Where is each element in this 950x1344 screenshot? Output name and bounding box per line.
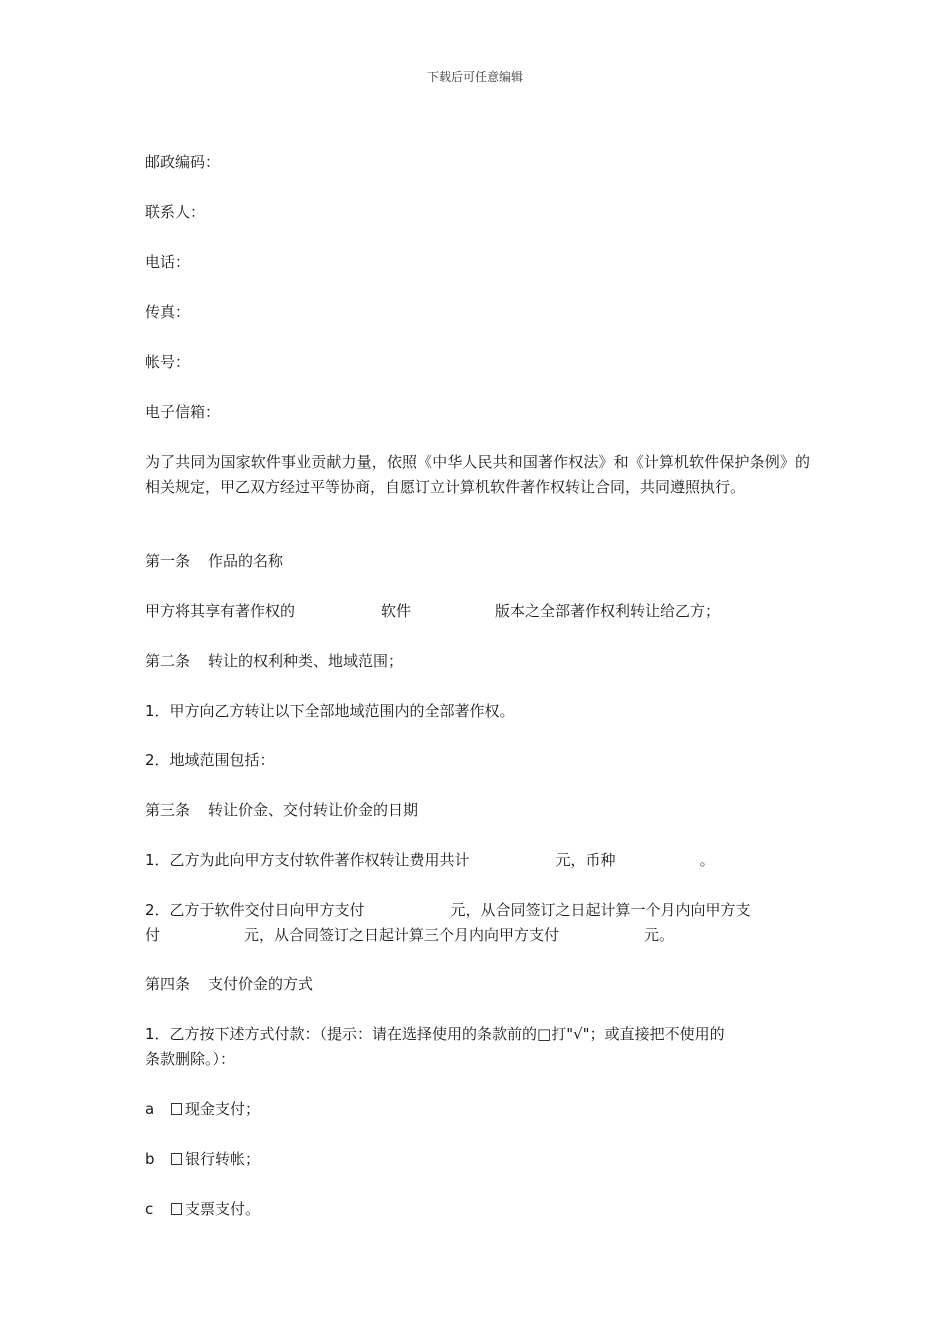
article-title: 转让的权利种类、地域范围； (208, 652, 404, 670)
text-segment: 元。 (644, 926, 675, 944)
article-2-heading (145, 649, 810, 674)
article-3-heading (145, 798, 810, 823)
text-segment: 付 (145, 926, 161, 944)
postal-code-label: 邮政编码： (145, 153, 221, 171)
option-letter: b (145, 1150, 155, 1168)
text-segment: 甲方将其享有著作权的 (145, 602, 296, 620)
option-letter: a (145, 1100, 155, 1118)
phone-label: 电话： (145, 253, 191, 271)
text-segment: 版本之全部著作权利转让给乙方； (495, 602, 721, 620)
article-3-item-2-line-1 (145, 898, 810, 923)
email-label: 电子信箱： (145, 403, 221, 421)
article-1-paragraph (145, 599, 810, 624)
page-header: 下载后可任意编辑 (426, 70, 523, 84)
text-segment: 。 (699, 851, 715, 869)
article-number: 第二条 (145, 652, 191, 670)
text-segment: 元，从合同签订之日起计算一个月内向甲方支 (450, 901, 751, 919)
article-title: 转让价金、交付转让价金的日期 (208, 801, 419, 819)
text-segment: 软件 (381, 602, 412, 620)
article-title: 支付价金的方式 (208, 975, 314, 993)
article-4-heading (145, 972, 810, 997)
text-segment: 元，币种 (555, 851, 616, 869)
option-text: 银行转帐； (185, 1150, 261, 1168)
article-number: 第一条 (145, 552, 191, 570)
article-title: 作品的名称 (208, 552, 284, 570)
checkbox-icon[interactable] (171, 1203, 182, 1215)
text-segment: 2．乙方于软件交付日向甲方支付 (145, 901, 365, 919)
intro-paragraph: 为了共同为国家软件事业贡献力量，依照《中华人民共和国著作权法》和《计算机软件保护条例》的相关规定，甲乙双方经过平等协商，自愿订立计算机软件著作权转让合同，共同遵照执行。 (145, 453, 810, 496)
account-label: 帐号： (145, 353, 191, 371)
article-number: 第三条 (145, 801, 191, 819)
checkbox-icon[interactable] (171, 1153, 182, 1165)
checkbox-icon[interactable] (171, 1103, 182, 1115)
text-segment: 1．乙方为此向甲方支付软件著作权转让费用共计 (145, 851, 470, 869)
option-text: 现金支付； (185, 1100, 261, 1118)
article-1-heading (145, 549, 810, 574)
payment-option-bank-transfer (145, 1147, 810, 1172)
article-3-item-1 (145, 848, 810, 873)
option-text: 支票支付。 (185, 1200, 261, 1218)
article-3-item-2-line-2 (145, 923, 810, 948)
article-4-item-1-line-1: 1．乙方按下述方式付款：（提示：请在选择使用的条款前的□打"√"；或直接把不使用的 (145, 1025, 725, 1043)
text-segment: 元，从合同签订之日起计算三个月内向甲方支付 (244, 926, 560, 944)
article-2-item-1: 1．甲方向乙方转让以下全部地域范围内的全部著作权。 (145, 702, 515, 720)
article-number: 第四条 (145, 975, 191, 993)
option-letter: c (145, 1200, 154, 1218)
article-2-item-2: 2．地域范围包括： (145, 751, 275, 769)
payment-option-cash (145, 1097, 810, 1122)
article-4-item-1-line-2: 条款删除。）： (145, 1050, 236, 1068)
payment-option-check (145, 1197, 810, 1222)
contact-label: 联系人： (145, 203, 206, 221)
fax-label: 传真： (145, 303, 191, 321)
